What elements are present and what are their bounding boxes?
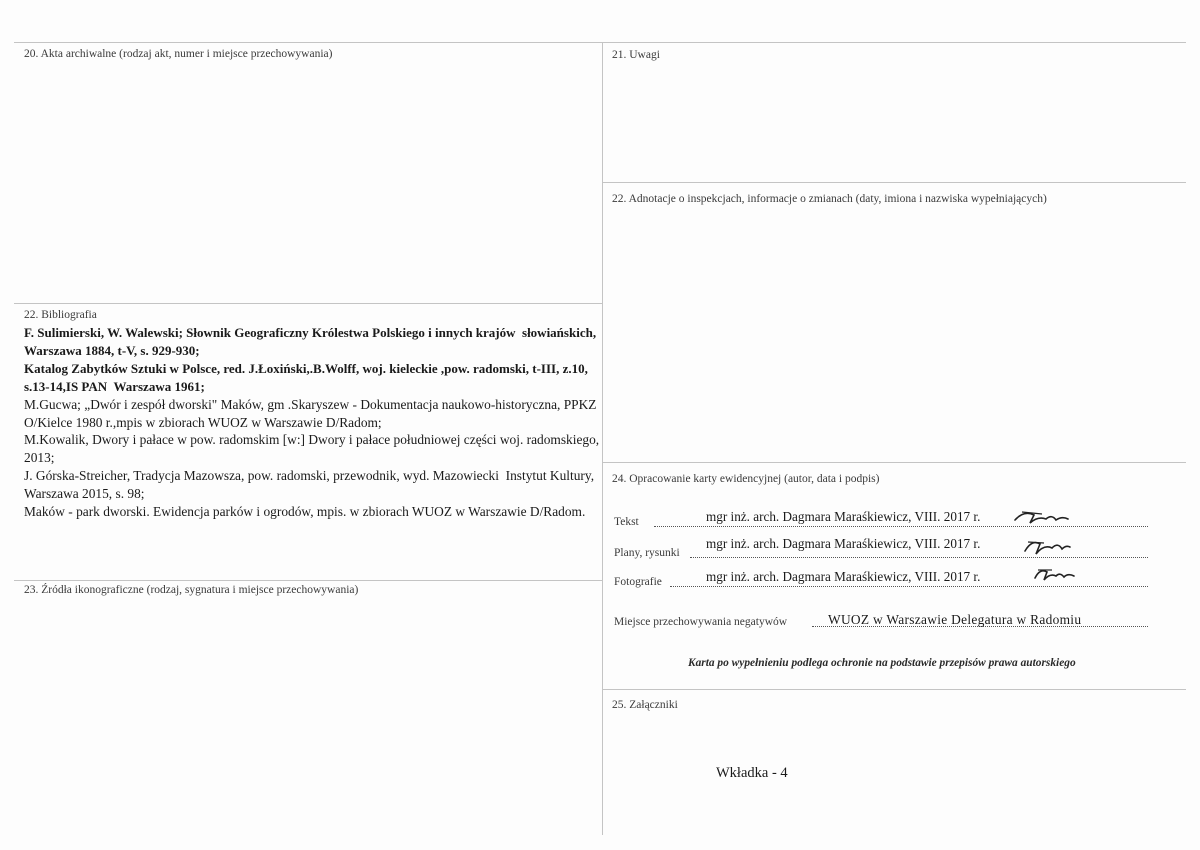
dotted-line xyxy=(690,557,1148,558)
top-rule xyxy=(14,42,1186,43)
divider-21-22 xyxy=(602,182,1186,183)
plans-author-value: mgr inż. arch. Dagmara Maraśkiewicz, VIII. 2017 r. xyxy=(706,536,981,551)
dotted-line xyxy=(670,586,1148,587)
remarks-label: 21. Uwagi xyxy=(612,49,660,61)
signature-icon xyxy=(1012,506,1074,528)
plans-row-label: Plany, rysunki xyxy=(614,547,680,559)
negatives-storage-value: WUOZ w Warszawie Delegatura w Radomiu xyxy=(828,612,1082,627)
signature-icon xyxy=(1022,536,1072,558)
bibliography-entry: J. Górska-Streicher, Tradycja Mazowsza, pow. radomski, przewodnik, wyd. Mazowiecki Instytut Kultury, Warszawa 2015, s. 98; xyxy=(24,468,595,502)
divider-24-25 xyxy=(602,689,1186,690)
copyright-notice: Karta po wypełnieniu podlega ochronie na podstawie przepisów prawa autorskiego xyxy=(688,657,1076,669)
photos-row-label: Fotografie xyxy=(614,576,662,588)
divider-22-23 xyxy=(14,580,602,581)
text-author-value: mgr inż. arch. Dagmara Maraśkiewicz, VIII. 2017 r. xyxy=(706,509,981,524)
annotations-label: 22. Adnotacje o inspekcjach, informacje o zmianach (daty, imiona i nazwiska wypełniających) xyxy=(612,193,1047,205)
bibliography-entry: M.Kowalik, Dwory i pałace w pow. radomskim [w:] Dwory i pałace południowej części woj. radomskiego, 2013; xyxy=(24,432,600,466)
negatives-storage-label: Miejsce przechowywania negatywów xyxy=(614,616,788,628)
attachments-label: 25. Załączniki xyxy=(612,699,678,711)
bibliography-entry: Maków - park dworski. Ewidencja parków i ogrodów, mpis. w zbiorach WUOZ w Warszawie D/Radom. xyxy=(24,504,586,520)
bibliography-list xyxy=(24,324,609,521)
archival-records-label: 20. Akta archiwalne (rodzaj akt, numer i miejsce przechowywania) xyxy=(24,48,333,60)
card-preparation-label: 24. Opracowanie karty ewidencyjnej (autor, data i podpis) xyxy=(612,473,880,485)
attachment-insert: Wkładka - 4 xyxy=(716,765,788,781)
text-row-label: Tekst xyxy=(614,516,639,528)
bibliography-label: 22. Bibliografia xyxy=(24,309,97,321)
bibliography-entry: Katalog Zabytków Sztuki w Polsce, red. J.Łoxiński,.B.Wolff, woj. kieleckie ,pow. radomski, t-III, z.10, s.13-14,IS PAN Warszawa 1961; xyxy=(24,360,588,394)
signature-icon xyxy=(1032,564,1076,584)
divider-20-22 xyxy=(14,303,602,304)
photos-author-value: mgr inż. arch. Dagmara Maraśkiewicz, VIII. 2017 r. xyxy=(706,569,981,584)
iconographic-sources-label: 23. Źródła ikonograficzne (rodzaj, sygnatura i miejsce przechowywania) xyxy=(24,584,359,596)
plans-author-row xyxy=(614,537,1154,561)
bibliography-entry: M.Gucwa; „Dwór i zespół dworski" Maków, gm .Skaryszew - Dokumentacja naukowo-historyczna, PPKZ O/Kielce 1980 r.,mpis w zbiorach WUOZ w Warszawie D/Radom; xyxy=(24,396,597,430)
divider-22-24 xyxy=(602,462,1186,463)
bibliography-entry: F. Sulimierski, W. Walewski; Słownik Geograficzny Królestwa Polskiego i innych krajów słowiańskich, Warszawa 1884, t-V, s. 929-930; xyxy=(24,325,597,358)
